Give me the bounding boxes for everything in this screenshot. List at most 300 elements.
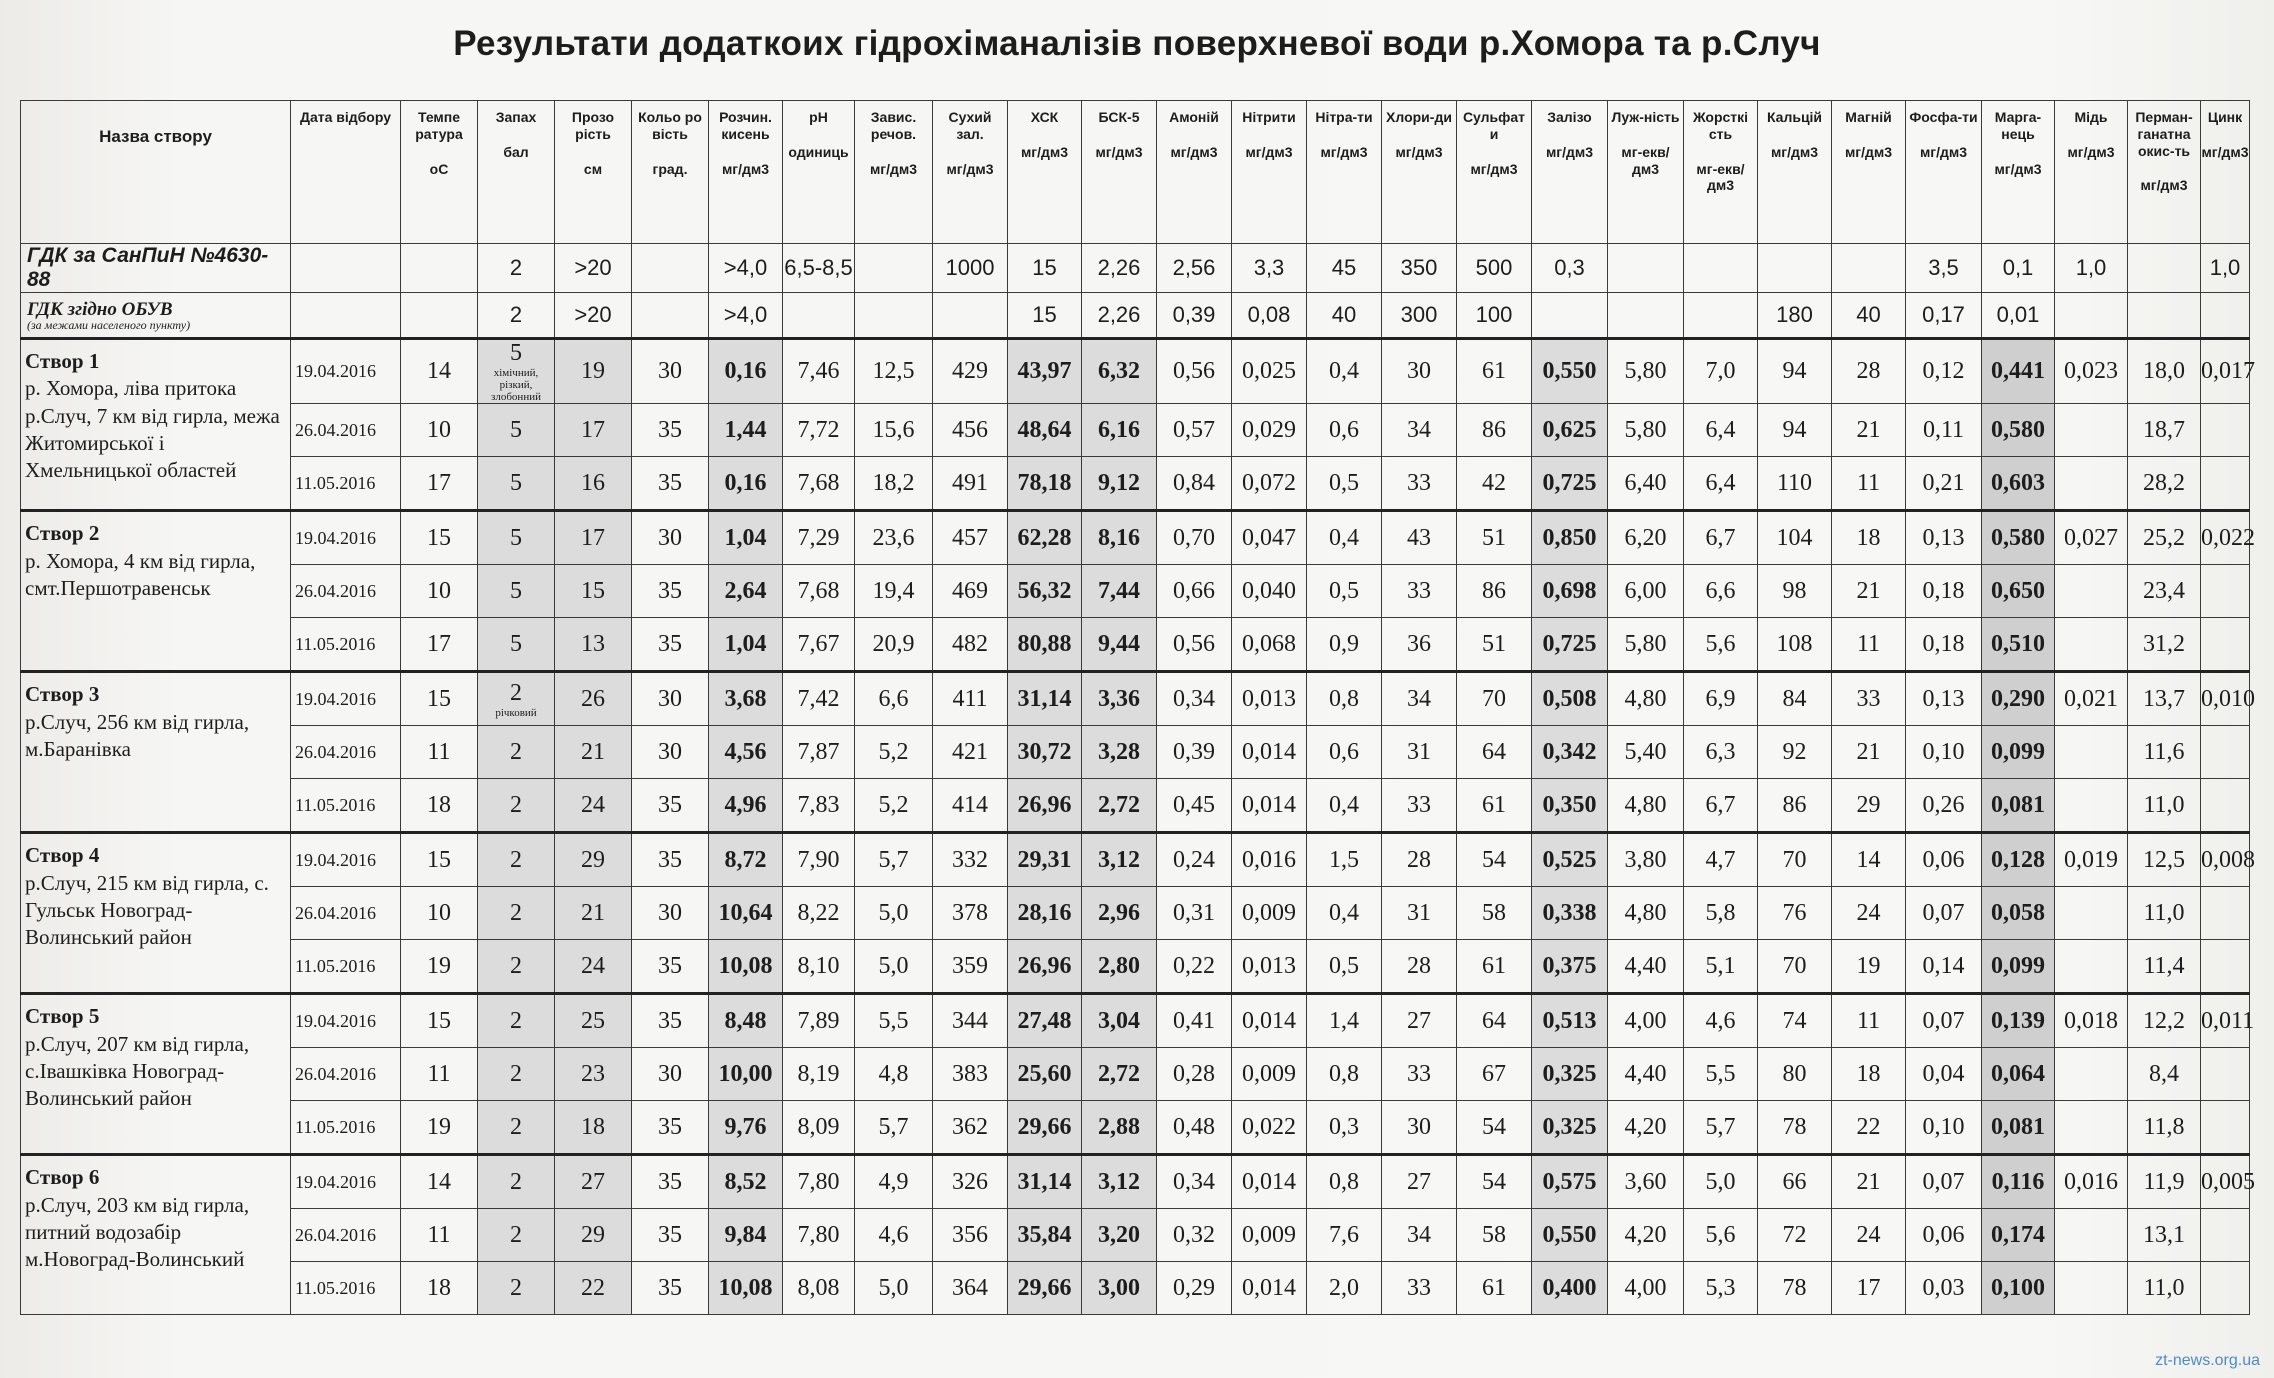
value-text: 61 xyxy=(1482,1274,1506,1301)
value-text: 31 xyxy=(1407,738,1431,765)
value-text: 27 xyxy=(1407,1168,1431,1195)
value-text: 3,60 xyxy=(1624,1168,1667,1195)
table-row xyxy=(21,457,2250,511)
header-param-label: Жорсткі сть xyxy=(1692,109,1749,142)
value-text: 0,550 xyxy=(1542,1221,1597,1248)
site-title: Створ 3 xyxy=(25,682,100,707)
value-cell xyxy=(1307,618,1382,672)
value-text: 21 xyxy=(1856,577,1881,604)
value-cell xyxy=(1758,457,1832,511)
value-text: 383 xyxy=(952,1060,988,1087)
header-param-label: Запах xyxy=(495,109,537,125)
value-cell xyxy=(1382,833,1457,887)
value-text: 0,021 xyxy=(2064,685,2118,712)
value-text: 5,6 xyxy=(1705,630,1736,657)
value-text: 58 xyxy=(1482,899,1506,926)
value-text: 10,00 xyxy=(718,1060,773,1087)
table-row xyxy=(21,1209,2250,1262)
value-cell xyxy=(1008,779,1082,833)
norm-value xyxy=(933,293,1008,339)
value-cell xyxy=(783,404,855,457)
header-param xyxy=(1008,101,1082,244)
value-text: 7,90 xyxy=(797,846,840,873)
value-text: 0,6 xyxy=(1329,738,1359,765)
value-text: 11,4 xyxy=(2143,952,2185,979)
value-text: 35,84 xyxy=(1017,1221,1072,1248)
value-cell xyxy=(2128,457,2201,511)
value-text: 15 xyxy=(427,1007,451,1034)
value-text: 0,014 xyxy=(1242,1007,1296,1034)
value-cell xyxy=(1232,404,1307,457)
value-text: 0,18 xyxy=(1922,577,1965,604)
value-text: 6,7 xyxy=(1705,791,1736,818)
header-param-unit: бал xyxy=(503,143,529,160)
value-text: 5,0 xyxy=(1705,1168,1736,1195)
value-text: 33 xyxy=(1407,1274,1431,1301)
header-param-unit: мг/дм3 xyxy=(1919,143,1968,160)
value-text: 8,48 xyxy=(724,1007,767,1034)
value-text: 0,017 xyxy=(2201,358,2255,385)
value-text: 51 xyxy=(1482,630,1506,657)
norm-label-text: ГДК згідно ОБУВ xyxy=(27,298,173,320)
value-text: 15 xyxy=(427,685,451,712)
value-cell xyxy=(2201,565,2250,618)
value-cell xyxy=(1684,994,1758,1048)
value-cell xyxy=(401,887,478,940)
value-text: 25 xyxy=(581,1007,605,1034)
value-text: 2 xyxy=(510,1113,522,1140)
value-text: 0,8 xyxy=(1329,1060,1359,1087)
value-text: 0,650 xyxy=(1991,577,2045,604)
value-text: 0,06 xyxy=(1922,846,1965,873)
value-cell xyxy=(2055,339,2128,404)
value-cell xyxy=(1082,339,1157,404)
value-cell xyxy=(1082,1048,1157,1101)
value-cell xyxy=(1157,940,1232,994)
value-cell xyxy=(1684,779,1758,833)
value-cell xyxy=(1982,1209,2055,1262)
value-cell xyxy=(1832,1262,1906,1315)
value-text: 5,5 xyxy=(878,1007,909,1034)
value-cell xyxy=(1382,1262,1457,1315)
value-cell xyxy=(478,511,555,565)
value-cell xyxy=(1382,726,1457,779)
value-text: 5 xyxy=(510,469,522,496)
value-text: 0,099 xyxy=(1991,738,2045,765)
value-text: 0,029 xyxy=(1242,416,1296,443)
value-cell xyxy=(478,779,555,833)
value-text: 42 xyxy=(1482,469,1506,496)
value-text: 356 xyxy=(952,1221,988,1248)
value-cell xyxy=(1758,404,1832,457)
value-cell xyxy=(1982,833,2055,887)
value-cell xyxy=(709,565,783,618)
site-description xyxy=(21,511,291,672)
value-cell xyxy=(1307,994,1382,1048)
value-text: 5,0 xyxy=(878,899,909,926)
value-cell xyxy=(1608,833,1684,887)
value-cell xyxy=(2055,940,2128,994)
norm-label xyxy=(21,293,291,339)
value-cell xyxy=(709,457,783,511)
value-cell xyxy=(478,1262,555,1315)
value-text: 0,441 xyxy=(1991,358,2045,385)
value-text: 35 xyxy=(658,1113,682,1140)
value-text: 5,2 xyxy=(878,738,909,765)
site-location: р.Случ, 215 км від гирла, с. Гульськ Новоград-Волинський район xyxy=(25,870,269,950)
header-param-label: Сульфат и xyxy=(1462,109,1526,142)
value-cell xyxy=(1982,511,2055,565)
value-text: 6,16 xyxy=(1098,416,1140,443)
value-text: 19 xyxy=(427,952,451,979)
header-param-unit: град. xyxy=(652,160,688,177)
value-cell xyxy=(1532,779,1608,833)
value-cell xyxy=(783,1209,855,1262)
value-text: 34 xyxy=(1407,685,1431,712)
value-cell xyxy=(1457,618,1532,672)
results-table xyxy=(20,100,2255,1315)
site-section xyxy=(21,1155,2255,1315)
header-param-label: Темпе ратура xyxy=(415,109,463,142)
value-cell xyxy=(783,940,855,994)
value-cell xyxy=(2201,672,2255,726)
header-param-unit: мг-екв/дм3 xyxy=(1621,143,1670,177)
value-text: 35 xyxy=(658,952,682,979)
value-cell xyxy=(555,779,632,833)
value-cell xyxy=(1082,940,1157,994)
value-text: 0,513 xyxy=(1542,1007,1597,1034)
value-text: 104 xyxy=(1776,524,1813,551)
value-cell xyxy=(709,1101,783,1155)
value-cell xyxy=(1232,1101,1307,1155)
site-title: Створ 6 xyxy=(25,1165,100,1190)
value-text: 30 xyxy=(658,1060,682,1087)
header-param-unit: мг/дм3 xyxy=(721,160,770,177)
sample-date: 19.04.2016 xyxy=(291,511,401,565)
value-text: 22 xyxy=(1856,1113,1881,1140)
value-cell xyxy=(1157,833,1232,887)
table-row xyxy=(21,887,2250,940)
value-text: 34 xyxy=(1407,416,1431,443)
value-cell xyxy=(933,779,1008,833)
value-text: 78 xyxy=(1782,1274,1807,1301)
smell-note: річковий xyxy=(495,706,537,719)
value-cell xyxy=(855,457,933,511)
value-cell xyxy=(1832,726,1906,779)
header-param-unit: мг/дм3 xyxy=(1095,143,1143,160)
value-text: 98 xyxy=(1782,577,1807,604)
header-param xyxy=(709,101,783,244)
value-text: 0,16 xyxy=(724,358,767,385)
header-param xyxy=(1532,101,1608,244)
header-param-unit: мг/дм3 xyxy=(869,160,918,177)
value-text: 11 xyxy=(427,1221,451,1248)
value-text: 0,116 xyxy=(1991,1168,2045,1195)
header-param xyxy=(1758,101,1832,244)
value-text: 18,0 xyxy=(2143,358,2185,385)
value-cell xyxy=(555,833,632,887)
value-cell xyxy=(855,779,933,833)
value-text: 411 xyxy=(952,685,988,712)
value-text: 29 xyxy=(581,1221,605,1248)
value-cell xyxy=(1608,457,1684,511)
value-cell xyxy=(1532,565,1608,618)
value-cell xyxy=(2201,339,2255,404)
value-cell xyxy=(933,339,1008,404)
table-row xyxy=(21,1155,2250,1209)
value-text: 457 xyxy=(952,524,988,551)
value-text: 21 xyxy=(1856,738,1881,765)
site-description xyxy=(21,833,291,994)
header-param xyxy=(2128,101,2201,244)
value-cell xyxy=(1608,511,1684,565)
value-cell xyxy=(632,1262,709,1315)
value-text: 4,96 xyxy=(724,791,767,818)
value-text: 3,00 xyxy=(1098,1274,1140,1301)
sample-date: 11.05.2016 xyxy=(291,940,401,994)
value-cell xyxy=(855,1209,933,1262)
value-text: 6,32 xyxy=(1098,358,1140,385)
value-cell xyxy=(1608,1155,1684,1209)
header-param xyxy=(1082,101,1157,244)
value-text: 0,45 xyxy=(1173,791,1215,818)
value-cell xyxy=(632,565,709,618)
value-cell xyxy=(1008,1209,1082,1262)
value-text: 0,26 xyxy=(1922,791,1965,818)
value-text: 30 xyxy=(658,685,682,712)
value-text: 0,022 xyxy=(2201,524,2255,551)
value-cell xyxy=(632,1048,709,1101)
header-param xyxy=(855,101,933,244)
sample-date: 19.04.2016 xyxy=(291,339,401,404)
norm-date-cell xyxy=(291,244,401,293)
value-cell xyxy=(783,565,855,618)
value-text: 2,96 xyxy=(1098,899,1140,926)
value-cell xyxy=(1307,726,1382,779)
norm-value: 15 xyxy=(1008,293,1082,339)
value-cell xyxy=(1157,1209,1232,1262)
value-cell xyxy=(709,726,783,779)
value-cell xyxy=(1758,1048,1832,1101)
value-cell xyxy=(632,618,709,672)
header-param-label: Нітрити xyxy=(1242,109,1296,125)
header-param xyxy=(1307,101,1382,244)
norm-value xyxy=(1608,293,1684,339)
header-param-label: Нітра-ти xyxy=(1315,109,1373,125)
value-cell xyxy=(1758,833,1832,887)
value-text: 5,3 xyxy=(1705,1274,1736,1301)
value-cell xyxy=(1157,1048,1232,1101)
value-text: 1,44 xyxy=(724,416,767,443)
value-text: 0,100 xyxy=(1991,1274,2045,1301)
value-cell xyxy=(709,618,783,672)
value-cell xyxy=(1457,565,1532,618)
value-text: 0,16 xyxy=(724,469,767,496)
value-cell xyxy=(1008,404,1082,457)
value-cell xyxy=(1457,726,1532,779)
value-cell xyxy=(1684,1262,1758,1315)
value-text: 43 xyxy=(1407,524,1431,551)
value-cell xyxy=(933,1209,1008,1262)
value-cell xyxy=(1307,1155,1382,1209)
header-param-label: Луж-ність xyxy=(1611,109,1680,125)
value-text: 4,40 xyxy=(1624,1060,1667,1087)
value-text: 0,014 xyxy=(1242,738,1296,765)
value-cell xyxy=(1684,672,1758,726)
value-text: 33 xyxy=(1407,577,1431,604)
value-text: 86 xyxy=(1482,577,1506,604)
value-cell xyxy=(1008,1262,1082,1315)
value-cell xyxy=(1307,511,1382,565)
site-location: р.Случ, 207 км від гирла, с.Івашківка Новоград-Волинський район xyxy=(25,1031,250,1111)
value-text: 0,4 xyxy=(1329,791,1359,818)
value-text: 18 xyxy=(581,1113,605,1140)
value-cell xyxy=(933,994,1008,1048)
norm-value: 2,26 xyxy=(1082,293,1157,339)
value-text: 13,1 xyxy=(2143,1221,2185,1248)
value-text: 35 xyxy=(658,469,682,496)
value-text: 0,047 xyxy=(1242,524,1296,551)
value-text: 5 xyxy=(510,524,522,551)
value-cell xyxy=(933,565,1008,618)
header-param-label: Цинк xyxy=(2207,109,2243,125)
value-cell xyxy=(1457,1262,1532,1315)
value-text: 0,510 xyxy=(1991,630,2045,657)
value-text: 30 xyxy=(658,524,682,551)
value-text: 7,89 xyxy=(797,1007,840,1034)
value-cell xyxy=(1157,1262,1232,1315)
value-cell xyxy=(709,1048,783,1101)
value-text: 0,56 xyxy=(1173,358,1215,385)
value-text: 70 xyxy=(1782,846,1807,873)
value-cell xyxy=(555,404,632,457)
sample-date: 11.05.2016 xyxy=(291,1101,401,1155)
value-cell xyxy=(709,339,783,404)
value-text: 10 xyxy=(427,899,451,926)
value-text: 0,5 xyxy=(1329,577,1359,604)
value-text: 14 xyxy=(427,1168,451,1195)
value-text: 10,64 xyxy=(718,899,773,926)
value-text: 0,34 xyxy=(1173,1168,1215,1195)
value-text: 7,80 xyxy=(797,1168,840,1195)
value-text: 6,00 xyxy=(1624,577,1667,604)
table-row xyxy=(21,1101,2250,1155)
value-cell xyxy=(2055,1101,2128,1155)
value-text: 8,09 xyxy=(797,1113,840,1140)
value-text: 414 xyxy=(952,791,988,818)
value-cell xyxy=(2055,1209,2128,1262)
value-cell xyxy=(1758,887,1832,940)
value-text: 94 xyxy=(1782,416,1807,443)
value-cell xyxy=(2128,887,2201,940)
value-cell xyxy=(1608,940,1684,994)
value-text: 3,36 xyxy=(1098,685,1140,712)
value-cell xyxy=(1307,1101,1382,1155)
value-cell xyxy=(855,1262,933,1315)
value-cell xyxy=(1307,833,1382,887)
value-text: 2 xyxy=(510,791,522,818)
value-cell xyxy=(1157,1155,1232,1209)
value-text: 4,80 xyxy=(1624,899,1667,926)
value-cell xyxy=(855,404,933,457)
value-text: 0,081 xyxy=(1991,791,2045,818)
value-cell xyxy=(855,511,933,565)
value-cell xyxy=(1008,1048,1082,1101)
value-cell xyxy=(1532,672,1608,726)
site-description xyxy=(21,339,291,511)
value-cell xyxy=(1982,994,2055,1048)
value-cell xyxy=(1532,618,1608,672)
value-cell xyxy=(1684,1155,1758,1209)
value-cell xyxy=(1008,994,1082,1048)
header-param xyxy=(1608,101,1684,244)
value-cell xyxy=(709,672,783,726)
site-section xyxy=(21,511,2255,672)
value-text: 27,48 xyxy=(1017,1007,1072,1034)
site-location: р. Хомора, ліва притока р.Случ, 7 км від гирла, межа Житомирської і Хмельницької областей xyxy=(25,376,280,483)
value-text: 0,5 xyxy=(1329,469,1359,496)
header-param xyxy=(933,101,1008,244)
norm-value xyxy=(2055,293,2128,339)
value-text: 67 xyxy=(1482,1060,1506,1087)
value-cell xyxy=(2128,726,2201,779)
norm-value: 0,08 xyxy=(1232,293,1307,339)
sample-date: 26.04.2016 xyxy=(291,1048,401,1101)
value-cell xyxy=(478,1101,555,1155)
value-text: 2 xyxy=(510,679,522,706)
value-text: 30 xyxy=(658,738,682,765)
sample-date: 11.05.2016 xyxy=(291,1262,401,1315)
value-cell xyxy=(1758,511,1832,565)
value-text: 0,010 xyxy=(2201,685,2255,712)
value-cell xyxy=(2201,994,2255,1048)
value-cell xyxy=(478,672,555,726)
value-cell xyxy=(1082,1101,1157,1155)
value-cell xyxy=(1382,672,1457,726)
watermark: zt-news.org.ua xyxy=(2155,1352,2260,1369)
value-cell xyxy=(478,1155,555,1209)
value-text: 23,4 xyxy=(2143,577,2185,604)
value-text: 3,80 xyxy=(1624,846,1667,873)
value-text: 2 xyxy=(510,1274,522,1301)
sample-date: 19.04.2016 xyxy=(291,672,401,726)
value-cell xyxy=(1608,339,1684,404)
norm-value: 0,39 xyxy=(1157,293,1232,339)
value-text: 4,7 xyxy=(1705,846,1736,873)
value-text: 0,14 xyxy=(1922,952,1965,979)
header-param-label: БСК-5 xyxy=(1098,109,1140,125)
value-cell xyxy=(1008,887,1082,940)
value-cell xyxy=(401,672,478,726)
value-text: 0,022 xyxy=(1242,1113,1296,1140)
header-param-unit: мг-екв/дм3 xyxy=(1696,160,1745,194)
value-text: 0,41 xyxy=(1173,1007,1215,1034)
value-text: 5,2 xyxy=(878,791,909,818)
value-text: 43,97 xyxy=(1017,358,1072,385)
value-text: 31,2 xyxy=(2143,630,2185,657)
value-cell xyxy=(478,339,555,404)
value-cell xyxy=(1758,618,1832,672)
value-cell xyxy=(1532,940,1608,994)
value-cell xyxy=(1684,618,1758,672)
value-cell xyxy=(555,1048,632,1101)
value-cell xyxy=(1832,457,1906,511)
value-text: 0,11 xyxy=(1922,416,1965,443)
norm-value: 180 xyxy=(1758,293,1832,339)
value-text: 26,96 xyxy=(1017,791,1072,818)
value-text: 2,88 xyxy=(1098,1113,1140,1140)
value-cell xyxy=(1008,511,1082,565)
